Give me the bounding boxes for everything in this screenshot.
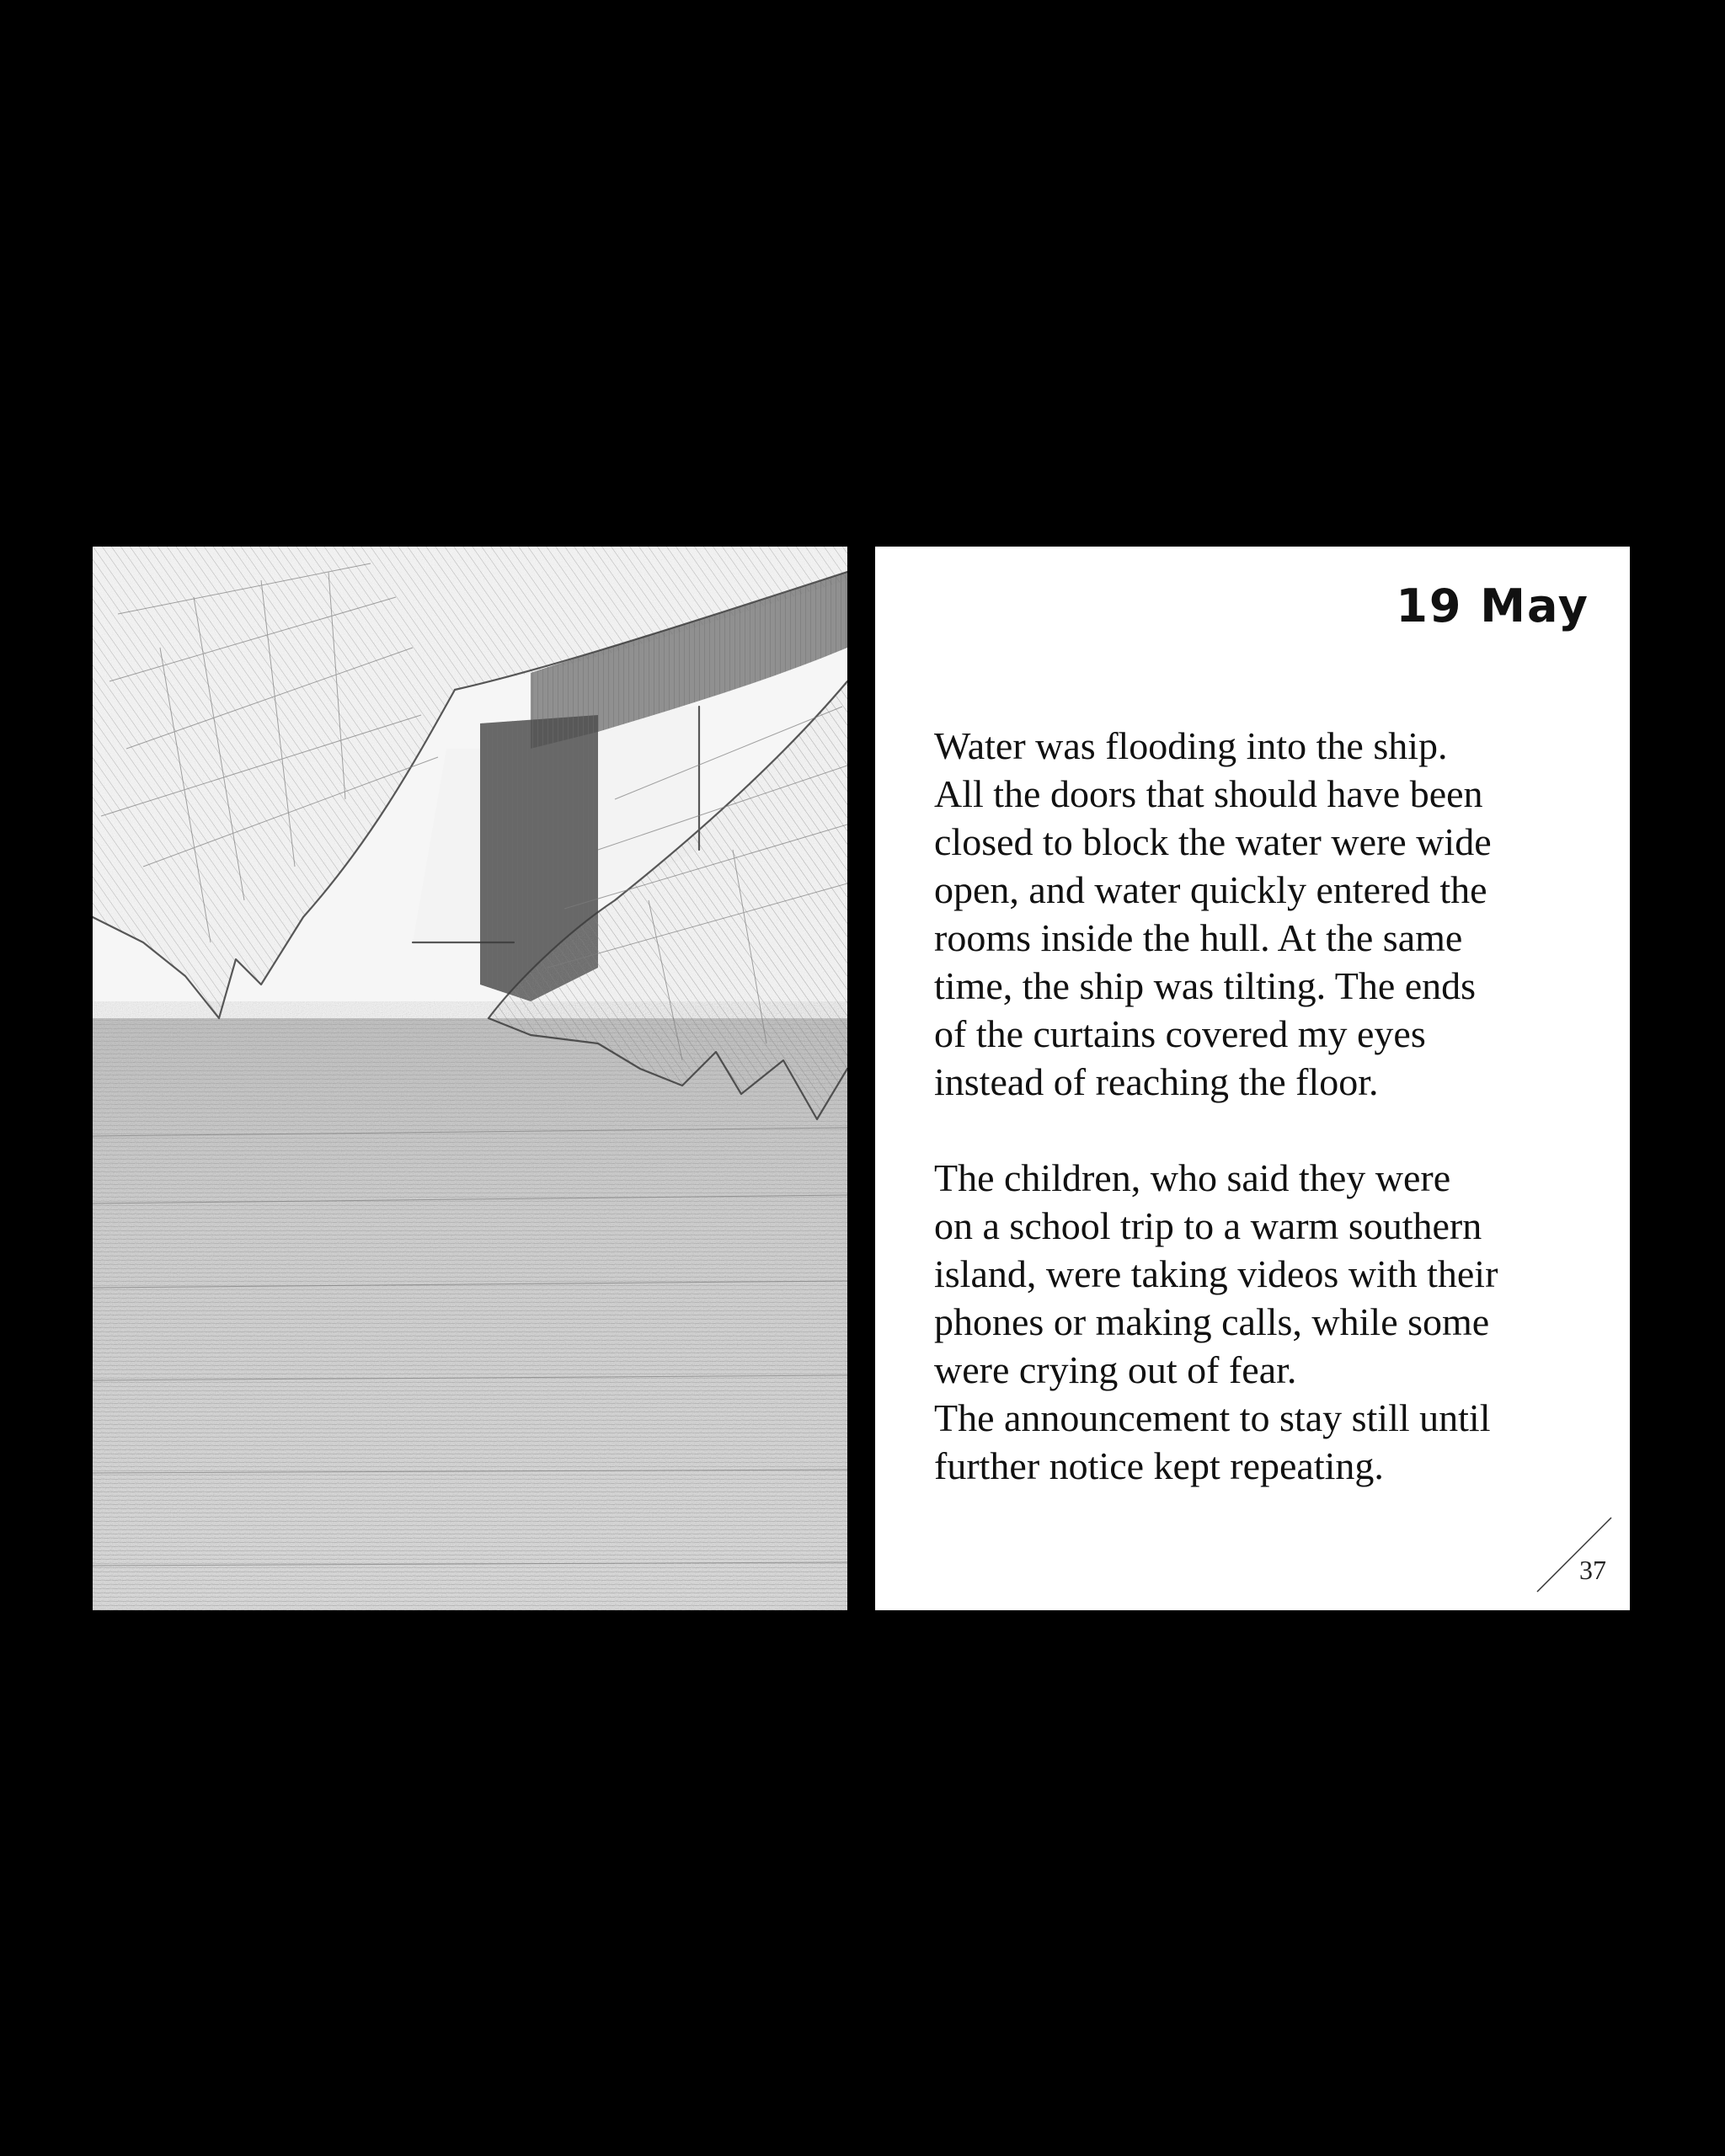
sketch-canvas <box>93 547 847 1610</box>
text-line: were crying out of fear. <box>934 1348 1297 1391</box>
text-line: instead of reaching the floor. <box>934 1060 1379 1103</box>
text-page <box>875 547 1630 1610</box>
paragraph-2 <box>934 1154 1608 1490</box>
text-line: of the curtains covered my eyes <box>934 1012 1426 1055</box>
date-heading: 19 May <box>1396 579 1589 632</box>
text-line: closed to block the water were wide <box>934 820 1492 863</box>
paragraph-1 <box>934 722 1608 1106</box>
text-line: The children, who said they were <box>934 1156 1451 1199</box>
text-line: further notice kept repeating. <box>934 1444 1384 1487</box>
page-number: 37 <box>1579 1555 1606 1585</box>
text-line: rooms inside the hull. At the same <box>934 916 1463 959</box>
text-line: island, were taking videos with their <box>934 1252 1498 1295</box>
text-line: Water was flooding into the ship. <box>934 724 1448 767</box>
pencil-sketch-illustration <box>93 547 847 1610</box>
text-line: time, the ship was tilting. The ends <box>934 964 1477 1007</box>
text-line: All the doors that should have been <box>934 772 1483 815</box>
text-line: on a school trip to a warm southern <box>934 1204 1482 1247</box>
text-line: phones or making calls, while some <box>934 1300 1490 1343</box>
text-line: open, and water quickly entered the <box>934 868 1487 911</box>
page-number-marker <box>1535 1516 1613 1593</box>
body-text <box>934 722 1608 1490</box>
text-line: The announcement to stay still until <box>934 1396 1491 1439</box>
